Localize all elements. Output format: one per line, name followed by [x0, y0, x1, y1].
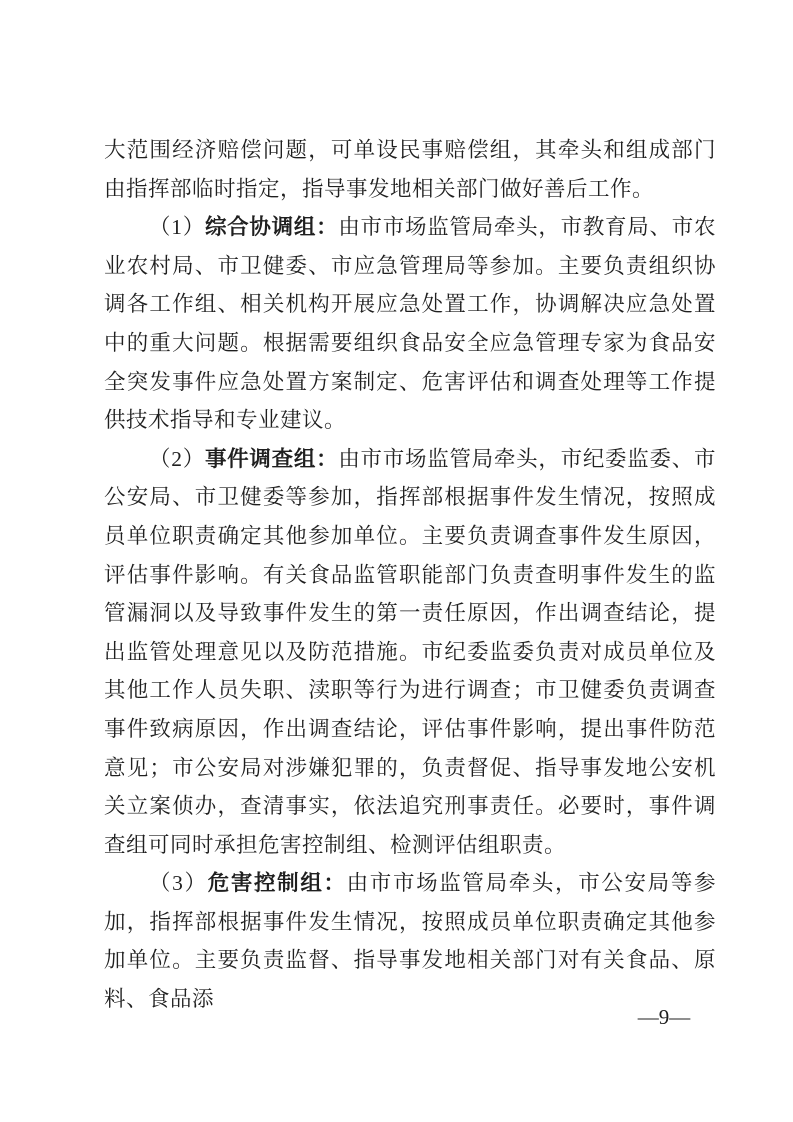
paragraph-text: （2） [149, 446, 205, 471]
paragraph-text: （3） [149, 871, 208, 896]
paragraph [104, 208, 716, 440]
paragraph-text: 由市市场监管局牵头，市教育局、市农业农村局、市卫健委、市应急管理局等参加。主要负责组织协调各工作组、相关机构开展应急处置工作，协调解决应急处置中的重大问题。根据需要组织食品安全应急管理专家为食品安全突发事件应急处置方案制定、危害评估和调查处理等工作提供技术指导和专业建议。 [104, 215, 716, 433]
document-body [104, 131, 716, 1019]
paragraph-text: 由市市场监管局牵头，市纪委监委、市公安局、市卫健委等参加，指挥部根据事件发生情况，按照成员单位职责确定其他参加单位。主要负责调查事件发生原因，评估事件影响。有关食品监管职能部门负责查明事件发生的监管漏洞以及导致事件发生的第一责任原因，作出调查结论，提出监管处理意见以及防范措施。市纪委监委负责对成员单位及其他工作人员失职、渎职等行为进行调查；市卫健委负责调查事件致病原因，作出调查结论，评估事件影响，提出事件防范意见；市公安局对涉嫌犯罪的，负责督促、指导事发地公安机关立案侦办，查清事实，依法追究刑事责任。必要时，事件调查组可同时承担危害控制组、检测评估组职责。 [104, 446, 716, 857]
paragraph-text: 由市市场监管局牵头，市公安局等参加，指挥部根据事件发生情况，按照成员单位职责确定其他参加单位。主要负责监督、指导事发地相关部门对有关食品、原料、食品添 [104, 871, 716, 1012]
paragraph-group-label: 事件调查组： [204, 446, 339, 471]
paragraph-group-label: 综合协调组： [204, 215, 339, 240]
paragraph-text: （1） [149, 215, 205, 240]
paragraph [104, 440, 716, 865]
paragraph [104, 864, 716, 1018]
paragraph [104, 131, 716, 208]
paragraph-text: 大范围经济赔偿问题，可单设民事赔偿组，其牵头和组成部门由指挥部临时指定，指导事发地相关部门做好善后工作。 [104, 138, 716, 201]
page-number: —9— [637, 1005, 691, 1029]
paragraph-group-label: 危害控制组： [207, 871, 347, 896]
